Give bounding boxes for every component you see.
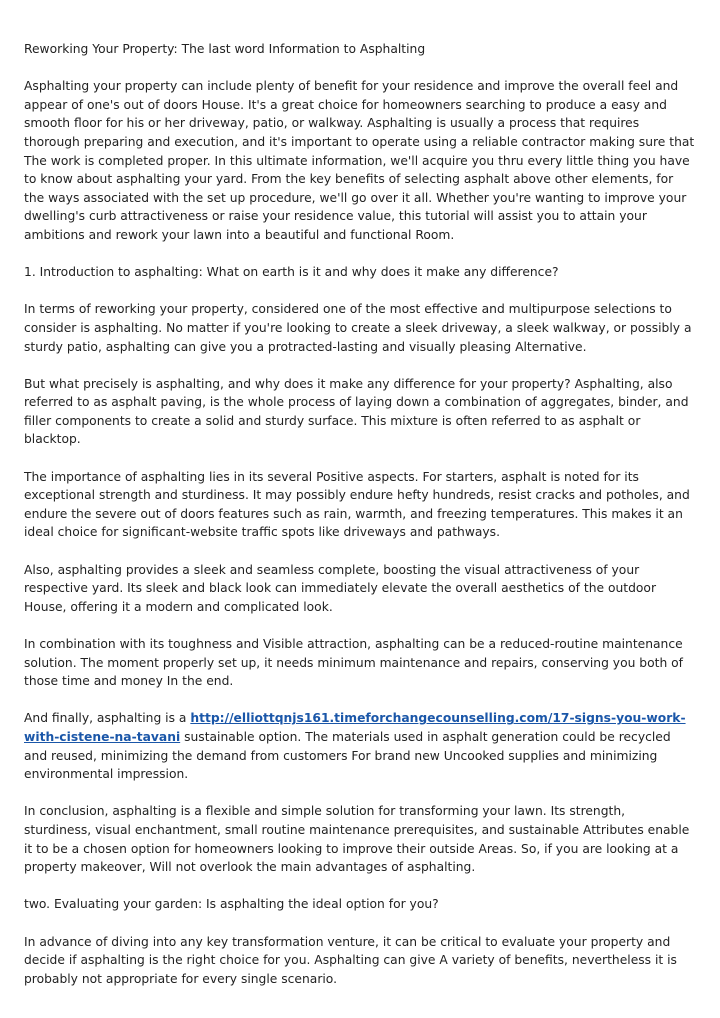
- intro-paragraph: Asphalting your property can include plenty of benefit for your residence and improve the overall feel and appear of one's out of doors House. It's a great choice for homeowners searching to produce a easy and smooth floor for his or her driveway, patio, or walkway. Asphalting is usually a process that requires thorough preparing and execution, and it's important to operate using a reliable contractor making sure that The work is completed proper. In this ultimate information, we'll acquire you thru every little thing you have to know about asphalting your yard. From the key benefits of selecting asphalt above other elements, for the ways associated with the set up procedure, we'll go over it all. Whether you're wanting to improve your dwelling's curb attractiveness or raise your residence value, this tutorial will assist you to attain your ambitions and rework your lawn into a beautiful and functional Room.: [24, 79, 695, 242]
- paragraph-2: But what precisely is asphalting, and why does it make any difference for your property? Asphalting, also referred to as asphalt paving, is the whole process of laying down a combination of aggregates, binder, and filler components to create a solid and sturdy surface. This mixture is often referred to as asphalt or blacktop.: [24, 376, 689, 447]
- paragraph-1: In terms of reworking your property, considered one of the most effective and multipurpose selections to consider is asphalting. No matter if you're looking to create a sleek driveway, a sleek walkway, or possibly a sturdy patio, asphalting can give you a protracted-lasting and visually pleasing Alternative.: [24, 302, 692, 354]
- document-body: [24, 40, 696, 1007]
- paragraph-8: In advance of diving into any key transformation venture, it can be critical to evaluate your property and decide if asphalting is the right choice for you. Asphalting can give A variety of benefits, nevertheless it is probably not appropriate for every single scenario.: [24, 934, 677, 986]
- paragraph-5: In combination with its toughness and Visible attraction, asphalting can be a reduced-routine maintenance solution. The moment properly set up, it needs minimum maintenance and repairs, conserving you both of those time and money In the end.: [24, 637, 683, 689]
- external-link[interactable]: http://elliottqnjs161.timeforchangecounselling.com/17-signs-you-work-with-cistene-na-tavani: [24, 711, 686, 744]
- paragraph-4: Also, asphalting provides a sleek and seamless complete, boosting the visual attractiveness of your respective yard. Its sleek and black look can immediately elevate the overall aesthetics of the outdoor House, offering it a modern and complicated look.: [24, 562, 657, 614]
- paragraph-6-after-link: sustainable option. The materials used in asphalt generation could be recycled and reused, minimizing the demand from customers For brand new Uncooked supplies and minimizing environmental impression.: [24, 729, 671, 782]
- paragraph-6: [24, 709, 696, 783]
- document-title: Reworking Your Property: The last word Information to Asphalting: [24, 42, 426, 56]
- section-2-heading: two. Evaluating your garden: Is asphalting the ideal option for you?: [24, 897, 439, 912]
- paragraph-7: In conclusion, asphalting is a flexible and simple solution for transforming your lawn. Its strength, sturdiness, visual enchantment, small routine maintenance prerequisites, and sustainable Attributes enable it to be a chosen option for homeowners looking to improve their outside Areas. So, if you are looking at a property makeover, Will not overlook the main advantages of asphalting.: [24, 804, 690, 875]
- paragraph-3: The importance of asphalting lies in its several Positive aspects. For starters, asphalt is noted for its exceptional strength and sturdiness. It may possibly endure hefty hundreds, resist cracks and potholes, and endure the severe out of doors features such as rain, warmth, and freezing temperatures. This makes it an ideal choice for significant-website traffic spots like driveways and pathways.: [24, 469, 690, 540]
- section-1-heading: 1. Introduction to asphalting: What on earth is it and why does it make any difference?: [24, 265, 559, 280]
- paragraph-6-before-link: And finally, asphalting is a: [24, 711, 191, 726]
